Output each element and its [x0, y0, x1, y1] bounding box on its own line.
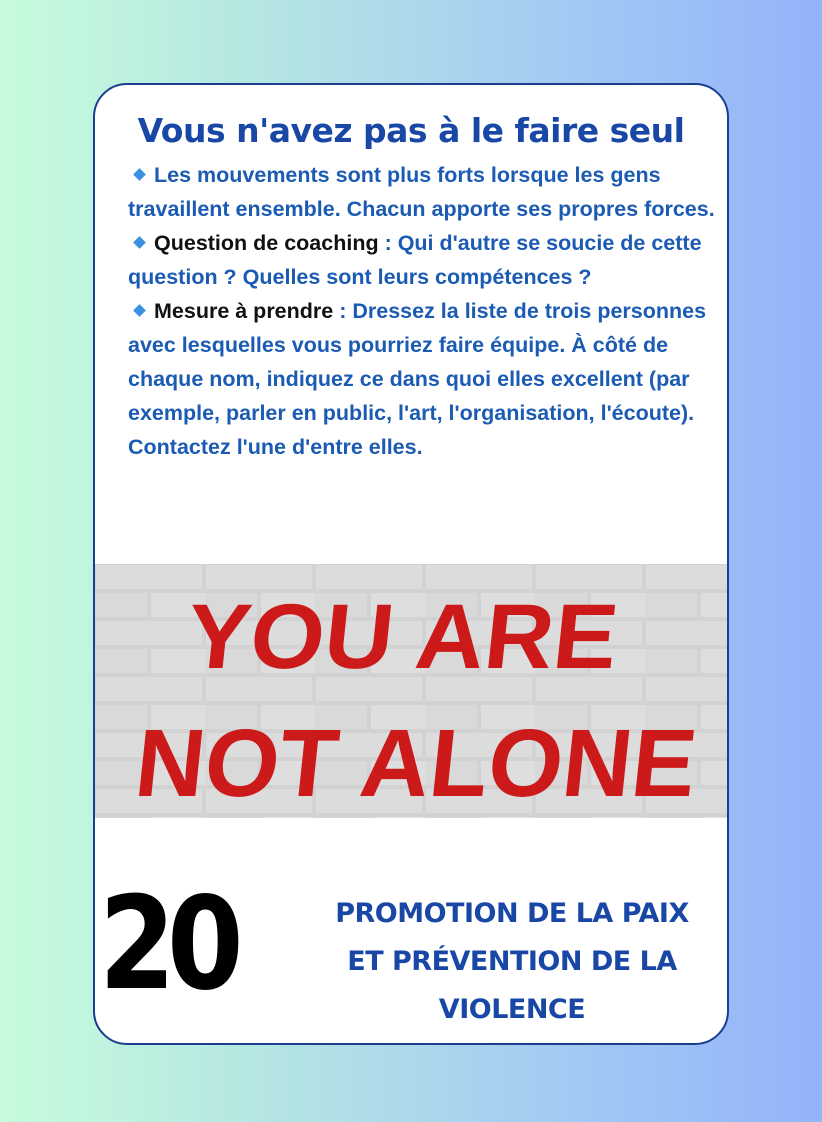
category-line-1: PROMOTION DE LA PAIX [335, 898, 689, 929]
coaching-text: : Qui d'autre se soucie de cette question ? Quelles sont leurs compétences ? [128, 231, 702, 289]
category-line-3: VIOLENCE [438, 994, 586, 1025]
coaching-paragraph [128, 226, 719, 294]
card-number: 20 [99, 870, 235, 1019]
action-label: Mesure à prendre [154, 299, 334, 323]
category-title [317, 890, 707, 1034]
diamond-bullet-icon [133, 168, 146, 181]
intro-paragraph [128, 158, 719, 226]
action-text: : Dressez la liste de trois personnes avec lesquelles vous pourriez faire équipe. À côté de chaque nom, indiquez ce dans quoi elles excellent (par exemple, parler en public, l'art, l'organisation, l'écoute). Contactez l'une d'entre elles. [128, 299, 707, 459]
graffiti-line-2: NOT ALONE [130, 710, 704, 817]
intro-text: Les mouvements sont plus forts lorsque les gens travaillent ensemble. Chacun apporte ses propres forces. [128, 163, 715, 221]
diamond-bullet-icon [133, 236, 146, 249]
graffiti-line-1: YOU ARE [181, 584, 609, 688]
diamond-bullet-icon [133, 304, 146, 317]
card-body [128, 158, 719, 464]
category-line-2: ET PRÉVENTION DE LA [347, 946, 677, 977]
action-paragraph [128, 294, 719, 464]
coaching-label: Question de coaching [154, 231, 379, 255]
card [93, 83, 729, 1045]
card-title: Vous n'avez pas à le faire seul [137, 111, 685, 150]
graffiti-image [95, 564, 727, 818]
